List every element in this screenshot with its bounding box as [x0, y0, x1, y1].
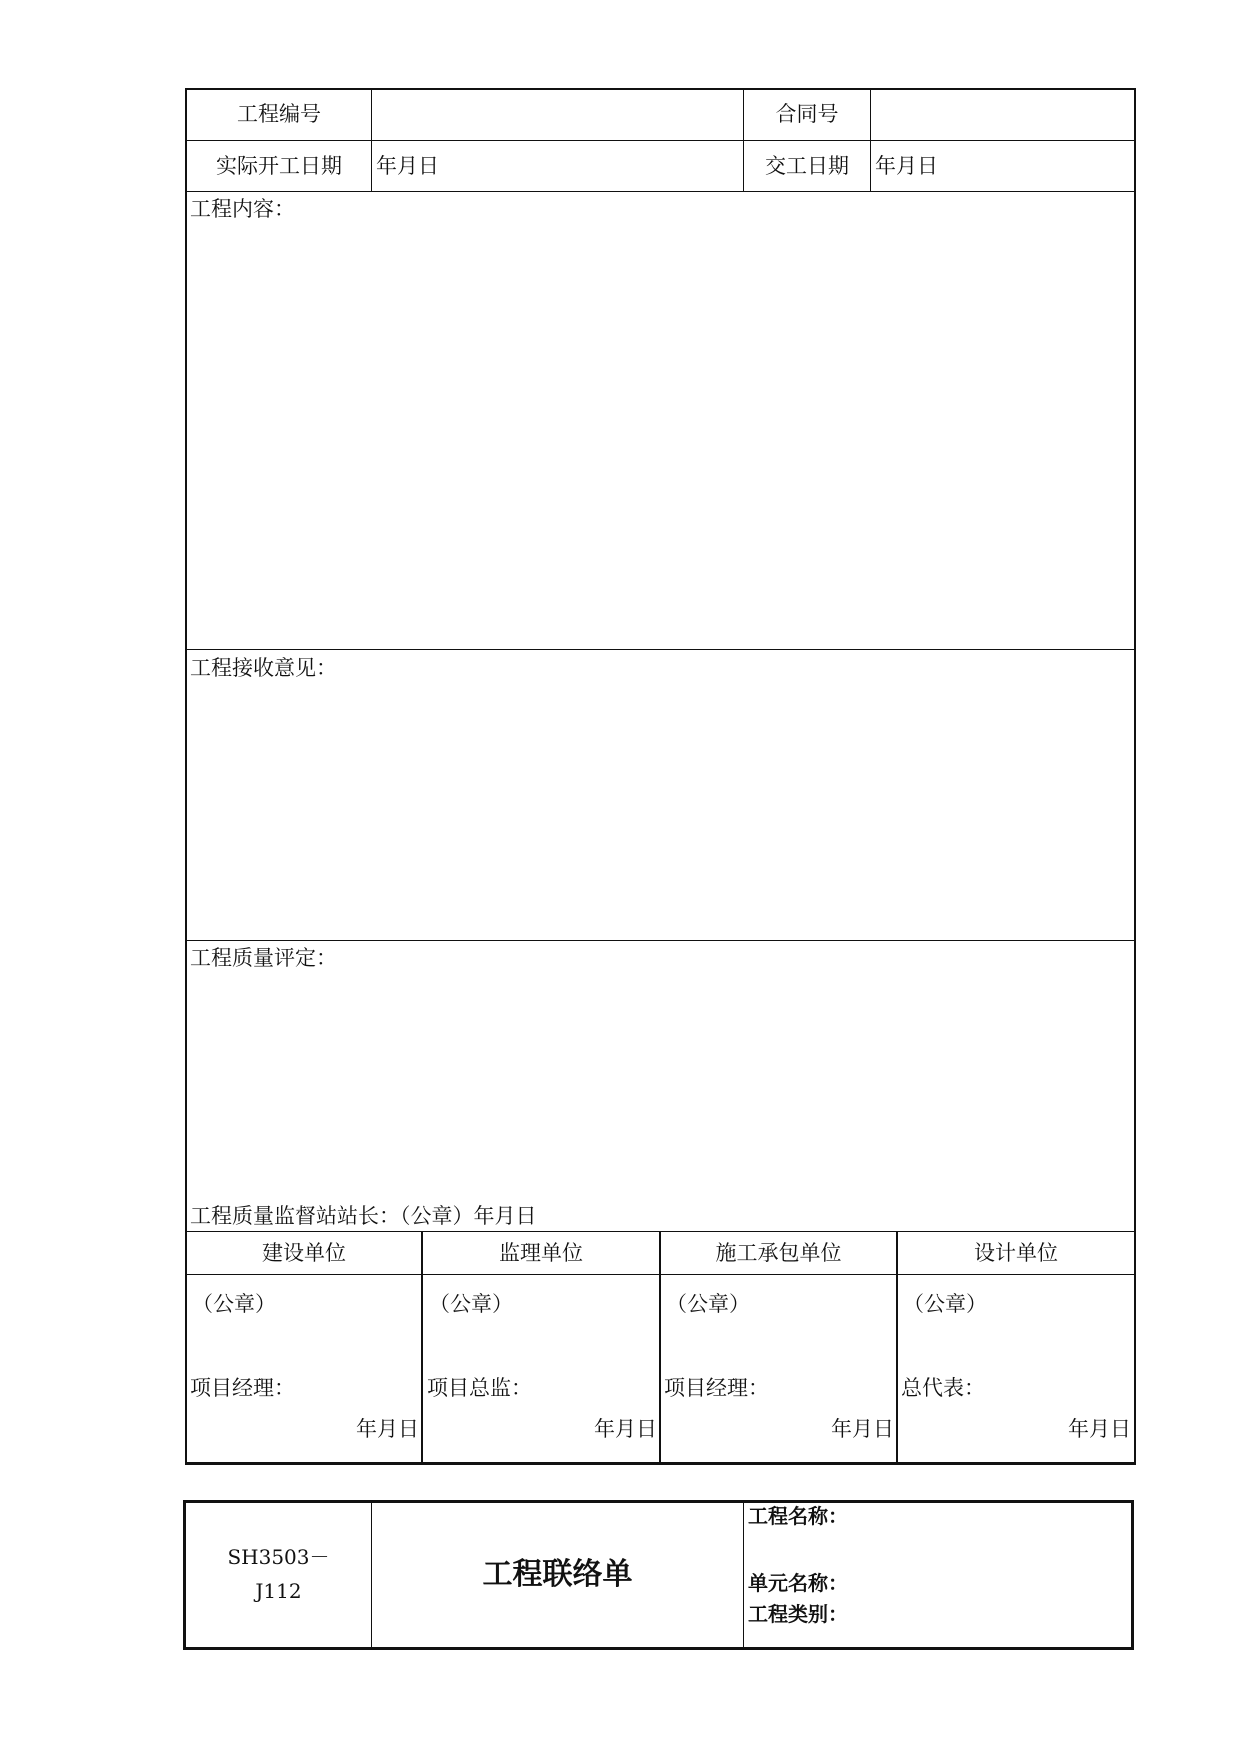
rule-acceptance [185, 940, 1136, 941]
unit-header-design: 设计单位 [974, 1241, 1058, 1265]
footer-border-left [183, 1500, 186, 1650]
footer-border-bottom [183, 1647, 1134, 1650]
project-content-area[interactable] [187, 225, 1132, 645]
actual-start-date-field[interactable]: 年月日 [376, 154, 439, 178]
border-right [1134, 88, 1136, 1465]
vrule-3 [870, 88, 871, 191]
footer-border-right [1131, 1500, 1134, 1650]
form-code-line2: J112 [255, 1579, 302, 1603]
vrule-1 [371, 88, 372, 191]
unit-date-design: 年月日 [1068, 1417, 1131, 1441]
unit-signer-construction: 项目经理： [190, 1376, 295, 1400]
unit-date-supervision: 年月日 [594, 1417, 657, 1441]
unit-name-label: 单元名称： [748, 1571, 848, 1595]
project-content-label: 工程内容： [190, 197, 295, 221]
unit-signer-supervision: 项目总监： [427, 1376, 532, 1400]
document-title: 工程联络单 [482, 1557, 633, 1592]
rule-content [185, 649, 1136, 650]
acceptance-opinion-label: 工程接收意见： [190, 656, 337, 680]
supervision-station-line: 工程质量监督站站长：（公章）年月日 [190, 1204, 537, 1228]
project-number-label: 工程编号 [237, 102, 321, 126]
quality-assessment-label: 工程质量评定： [190, 946, 337, 970]
rule-row2 [185, 191, 1136, 192]
project-name-label: 工程名称： [748, 1504, 848, 1528]
unit-vrule-1 [421, 1231, 423, 1464]
unit-date-construction: 年月日 [356, 1417, 419, 1441]
footer-border-top [183, 1500, 1134, 1503]
quality-assessment-area[interactable] [187, 974, 1132, 1194]
handover-date-label: 交工日期 [765, 154, 849, 178]
footer-vrule-2 [743, 1500, 744, 1650]
acceptance-opinion-area[interactable] [187, 684, 1132, 934]
actual-start-date-label: 实际开工日期 [216, 154, 342, 178]
unit-seal-supervision: （公章） [429, 1292, 513, 1316]
unit-vrule-2 [659, 1231, 661, 1464]
unit-date-contractor: 年月日 [831, 1417, 894, 1441]
form-code-line1: SH3503－ [227, 1545, 330, 1569]
unit-seal-design: （公章） [903, 1292, 987, 1316]
rule-row1 [185, 140, 1136, 141]
unit-signer-contractor: 项目经理： [664, 1376, 769, 1400]
border-top [185, 88, 1136, 90]
unit-seal-construction: （公章） [192, 1292, 276, 1316]
unit-header-construction: 建设单位 [262, 1241, 346, 1265]
unit-seal-contractor: （公章） [666, 1292, 750, 1316]
unit-vrule-3 [896, 1231, 898, 1464]
handover-date-field[interactable]: 年月日 [875, 154, 938, 178]
project-category-label: 工程类别： [748, 1602, 848, 1626]
unit-signer-design: 总代表： [901, 1376, 985, 1400]
unit-header-supervision: 监理单位 [499, 1241, 583, 1265]
unit-header-contractor: 施工承包单位 [715, 1241, 842, 1265]
contract-number-label: 合同号 [775, 102, 839, 126]
